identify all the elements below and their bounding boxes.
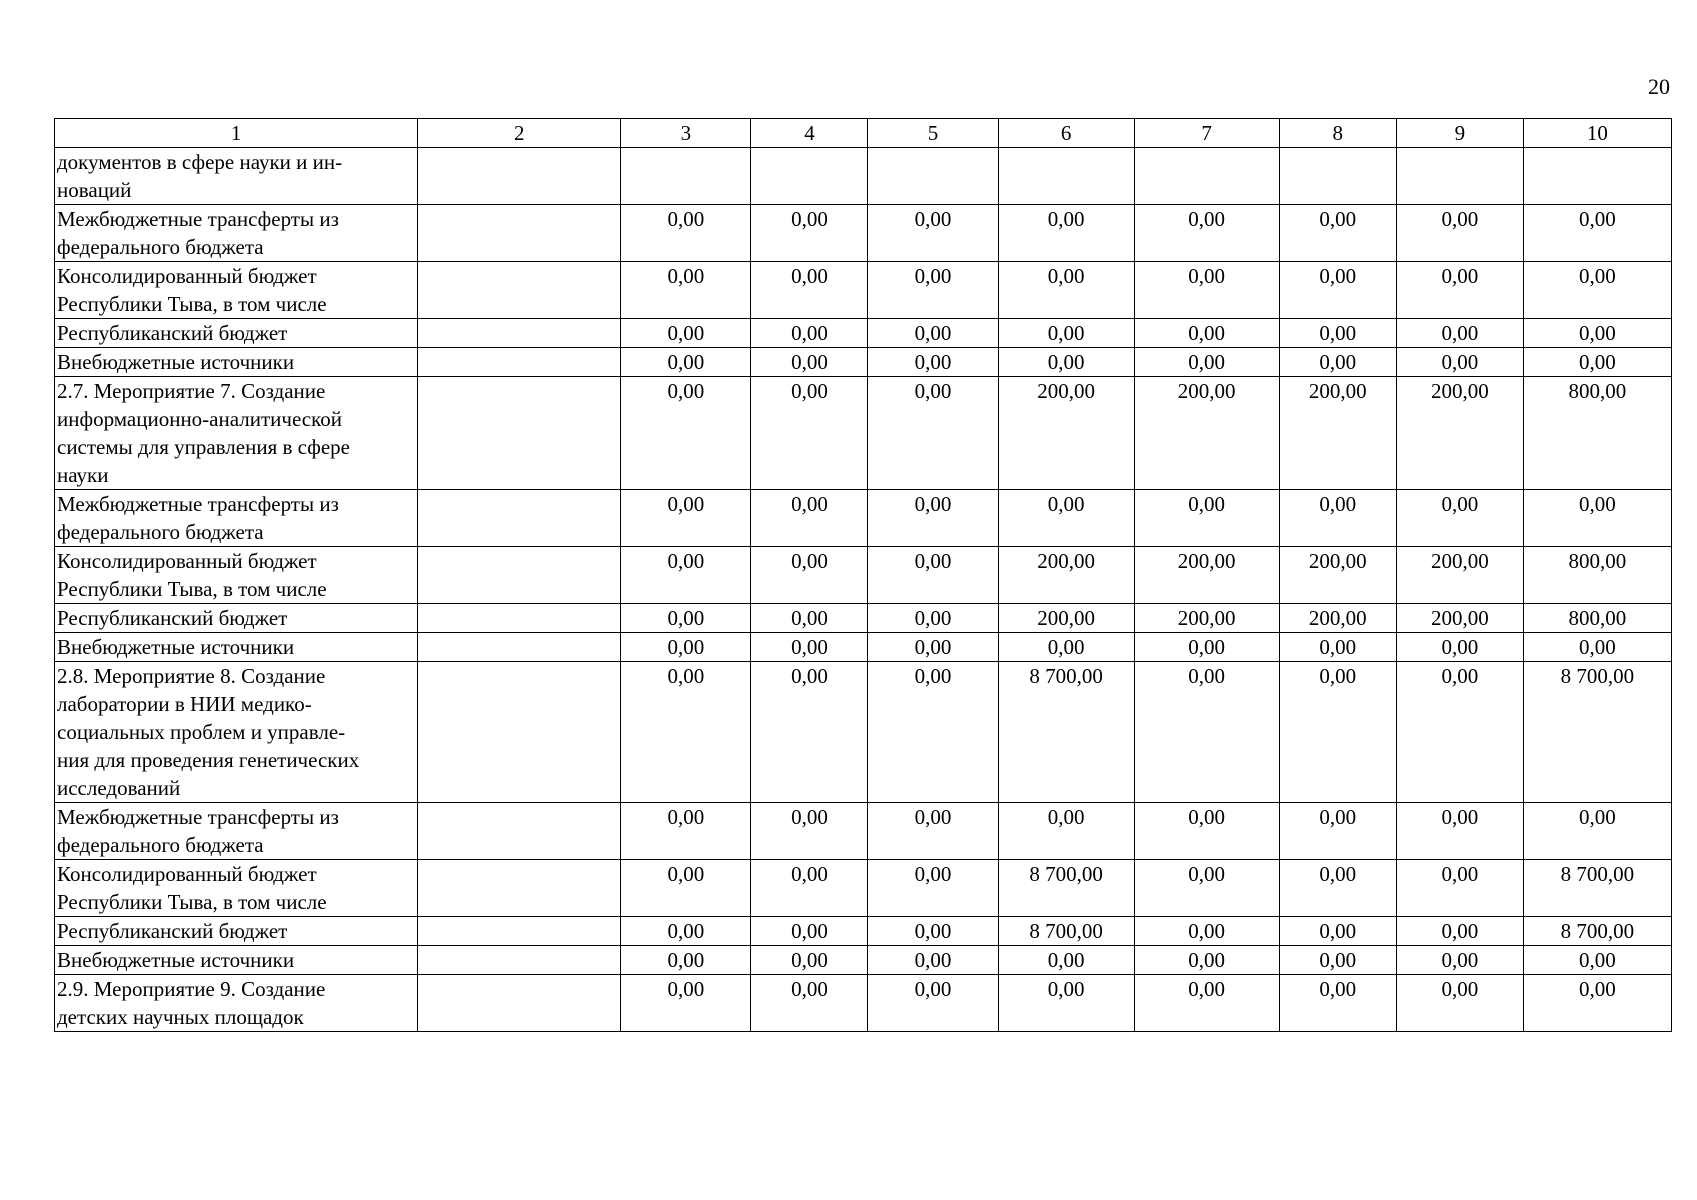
value-cell: 8 700,00 — [1523, 860, 1671, 917]
value-cell — [621, 148, 751, 205]
value-cell: 0,00 — [621, 262, 751, 319]
value-cell: 0,00 — [998, 348, 1134, 377]
value-cell: 0,00 — [1396, 662, 1523, 803]
value-cell: 0,00 — [1396, 348, 1523, 377]
value-cell: 0,00 — [868, 319, 998, 348]
table-row — [55, 547, 1672, 604]
value-cell: 200,00 — [1279, 604, 1396, 633]
value-cell: 0,00 — [751, 604, 868, 633]
column-header: 1 — [55, 119, 418, 148]
value-cell: 0,00 — [998, 490, 1134, 547]
value-cell: 0,00 — [621, 662, 751, 803]
value-cell: 0,00 — [868, 917, 998, 946]
column-header: 5 — [868, 119, 998, 148]
value-cell: 0,00 — [751, 547, 868, 604]
value-cell: 0,00 — [1396, 490, 1523, 547]
row-label: Консолидированный бюджет Республики Тыва, в том числе — [55, 860, 418, 917]
column-header: 6 — [998, 119, 1134, 148]
value-cell: 0,00 — [1134, 975, 1279, 1032]
value-cell: 0,00 — [751, 633, 868, 662]
value-cell: 0,00 — [998, 262, 1134, 319]
value-cell: 0,00 — [1279, 319, 1396, 348]
table-row — [55, 348, 1672, 377]
value-cell: 0,00 — [998, 803, 1134, 860]
page-number: 20 — [1648, 74, 1670, 99]
row-label: Внебюджетные источники — [55, 633, 418, 662]
value-cell: 0,00 — [1396, 803, 1523, 860]
row-label: Внебюджетные источники — [55, 348, 418, 377]
value-cell: 0,00 — [1523, 803, 1671, 860]
value-cell: 200,00 — [1396, 377, 1523, 490]
table-row — [55, 490, 1672, 547]
value-cell: 8 700,00 — [998, 917, 1134, 946]
table-row — [55, 377, 1672, 490]
value-cell: 0,00 — [868, 205, 998, 262]
value-cell: 0,00 — [1134, 205, 1279, 262]
value-cell — [998, 148, 1134, 205]
value-cell: 0,00 — [1279, 490, 1396, 547]
row-label: 2.9. Мероприятие 9. Создание детских научных площадок — [55, 975, 418, 1032]
value-cell: 0,00 — [621, 490, 751, 547]
value-cell: 0,00 — [751, 662, 868, 803]
table-row — [55, 946, 1672, 975]
row-label: Консолидированный бюджет Республики Тыва, в том числе — [55, 262, 418, 319]
column-2-cell — [418, 377, 621, 490]
value-cell: 200,00 — [1396, 604, 1523, 633]
value-cell: 0,00 — [1134, 319, 1279, 348]
value-cell: 200,00 — [1134, 547, 1279, 604]
column-2-cell — [418, 604, 621, 633]
row-label: 2.7. Мероприятие 7. Создание информационно-аналитической системы для управления в сфере науки — [55, 377, 418, 490]
value-cell: 0,00 — [1279, 205, 1396, 262]
value-cell: 200,00 — [1134, 377, 1279, 490]
value-cell: 0,00 — [751, 262, 868, 319]
value-cell: 0,00 — [868, 803, 998, 860]
row-label: Межбюджетные трансферты из федерального бюджета — [55, 803, 418, 860]
value-cell: 0,00 — [1396, 205, 1523, 262]
row-label: Республиканский бюджет — [55, 917, 418, 946]
value-cell: 8 700,00 — [1523, 917, 1671, 946]
row-label: Республиканский бюджет — [55, 319, 418, 348]
value-cell: 0,00 — [868, 490, 998, 547]
value-cell — [1134, 148, 1279, 205]
value-cell: 0,00 — [1523, 975, 1671, 1032]
value-cell: 0,00 — [868, 377, 998, 490]
value-cell: 0,00 — [1523, 319, 1671, 348]
value-cell: 0,00 — [621, 917, 751, 946]
value-cell: 0,00 — [621, 860, 751, 917]
value-cell — [751, 148, 868, 205]
value-cell: 0,00 — [868, 348, 998, 377]
column-2-cell — [418, 917, 621, 946]
column-2-cell — [418, 148, 621, 205]
column-2-cell — [418, 319, 621, 348]
value-cell: 0,00 — [621, 547, 751, 604]
table-body — [55, 148, 1672, 1032]
column-header: 2 — [418, 119, 621, 148]
value-cell: 0,00 — [1396, 975, 1523, 1032]
value-cell: 0,00 — [621, 348, 751, 377]
value-cell: 0,00 — [751, 205, 868, 262]
value-cell: 0,00 — [751, 975, 868, 1032]
value-cell: 8 700,00 — [998, 662, 1134, 803]
value-cell — [1523, 148, 1671, 205]
column-2-cell — [418, 547, 621, 604]
column-header: 10 — [1523, 119, 1671, 148]
row-label: Межбюджетные трансферты из федерального бюджета — [55, 490, 418, 547]
value-cell: 0,00 — [1134, 662, 1279, 803]
value-cell: 0,00 — [1134, 633, 1279, 662]
value-cell: 0,00 — [621, 975, 751, 1032]
table-row — [55, 662, 1672, 803]
table-row — [55, 148, 1672, 205]
table-row — [55, 319, 1672, 348]
value-cell: 0,00 — [1396, 319, 1523, 348]
value-cell: 0,00 — [868, 662, 998, 803]
value-cell: 8 700,00 — [998, 860, 1134, 917]
value-cell: 0,00 — [1279, 262, 1396, 319]
value-cell: 0,00 — [751, 319, 868, 348]
value-cell — [1279, 148, 1396, 205]
value-cell: 0,00 — [1134, 946, 1279, 975]
value-cell: 0,00 — [868, 262, 998, 319]
column-2-cell — [418, 262, 621, 319]
value-cell: 200,00 — [998, 377, 1134, 490]
value-cell: 200,00 — [1396, 547, 1523, 604]
value-cell: 0,00 — [621, 803, 751, 860]
value-cell: 0,00 — [1523, 205, 1671, 262]
value-cell: 0,00 — [1134, 803, 1279, 860]
value-cell: 0,00 — [1523, 946, 1671, 975]
row-label: 2.8. Мероприятие 8. Создание лаборатории в НИИ медико- социальных проблем и управле- ния для проведения генетических исследований — [55, 662, 418, 803]
value-cell: 0,00 — [1523, 490, 1671, 547]
value-cell: 0,00 — [1279, 860, 1396, 917]
column-header: 3 — [621, 119, 751, 148]
value-cell: 0,00 — [621, 633, 751, 662]
column-2-cell — [418, 946, 621, 975]
value-cell: 0,00 — [998, 946, 1134, 975]
column-2-cell — [418, 348, 621, 377]
value-cell: 0,00 — [1396, 917, 1523, 946]
value-cell: 8 700,00 — [1523, 662, 1671, 803]
value-cell: 0,00 — [1134, 262, 1279, 319]
value-cell: 200,00 — [1279, 547, 1396, 604]
value-cell: 0,00 — [1279, 975, 1396, 1032]
table-row — [55, 633, 1672, 662]
value-cell: 0,00 — [621, 946, 751, 975]
value-cell: 800,00 — [1523, 377, 1671, 490]
value-cell: 0,00 — [998, 633, 1134, 662]
value-cell: 200,00 — [998, 604, 1134, 633]
value-cell: 200,00 — [998, 547, 1134, 604]
value-cell: 0,00 — [1396, 633, 1523, 662]
value-cell: 800,00 — [1523, 547, 1671, 604]
row-label: Консолидированный бюджет Республики Тыва, в том числе — [55, 547, 418, 604]
value-cell — [868, 148, 998, 205]
value-cell: 0,00 — [621, 604, 751, 633]
value-cell: 0,00 — [1279, 348, 1396, 377]
column-2-cell — [418, 860, 621, 917]
value-cell: 0,00 — [998, 205, 1134, 262]
table-row — [55, 860, 1672, 917]
value-cell: 200,00 — [1279, 377, 1396, 490]
value-cell: 800,00 — [1523, 604, 1671, 633]
column-2-cell — [418, 490, 621, 547]
budget-table — [54, 118, 1672, 1032]
column-header: 7 — [1134, 119, 1279, 148]
value-cell: 0,00 — [1134, 860, 1279, 917]
value-cell: 0,00 — [751, 917, 868, 946]
row-label: Внебюджетные источники — [55, 946, 418, 975]
row-label: документов в сфере науки и ин- новаций — [55, 148, 418, 205]
value-cell: 0,00 — [621, 319, 751, 348]
value-cell: 0,00 — [751, 348, 868, 377]
value-cell: 0,00 — [998, 319, 1134, 348]
value-cell: 0,00 — [1279, 633, 1396, 662]
value-cell: 0,00 — [1279, 917, 1396, 946]
value-cell: 0,00 — [1396, 262, 1523, 319]
value-cell: 0,00 — [1279, 946, 1396, 975]
table-row — [55, 917, 1672, 946]
table-row — [55, 205, 1672, 262]
column-2-cell — [418, 633, 621, 662]
value-cell: 0,00 — [1396, 860, 1523, 917]
value-cell: 0,00 — [751, 803, 868, 860]
table-row — [55, 262, 1672, 319]
value-cell: 0,00 — [998, 975, 1134, 1032]
value-cell: 0,00 — [868, 604, 998, 633]
value-cell: 0,00 — [1134, 917, 1279, 946]
column-header: 9 — [1396, 119, 1523, 148]
value-cell: 0,00 — [621, 205, 751, 262]
value-cell: 0,00 — [868, 633, 998, 662]
value-cell: 0,00 — [868, 946, 998, 975]
value-cell: 0,00 — [1279, 662, 1396, 803]
value-cell — [1396, 148, 1523, 205]
row-label: Межбюджетные трансферты из федерального бюджета — [55, 205, 418, 262]
value-cell: 0,00 — [868, 975, 998, 1032]
value-cell: 0,00 — [1523, 633, 1671, 662]
value-cell: 0,00 — [751, 490, 868, 547]
column-2-cell — [418, 662, 621, 803]
column-2-cell — [418, 803, 621, 860]
value-cell: 0,00 — [751, 946, 868, 975]
value-cell: 0,00 — [1396, 946, 1523, 975]
value-cell: 0,00 — [868, 547, 998, 604]
value-cell: 0,00 — [751, 860, 868, 917]
column-header: 4 — [751, 119, 868, 148]
header-row — [55, 119, 1672, 148]
table-row — [55, 604, 1672, 633]
value-cell: 200,00 — [1134, 604, 1279, 633]
column-2-cell — [418, 975, 621, 1032]
value-cell: 0,00 — [751, 377, 868, 490]
value-cell: 0,00 — [1523, 348, 1671, 377]
table-row — [55, 803, 1672, 860]
value-cell: 0,00 — [1523, 262, 1671, 319]
value-cell: 0,00 — [1134, 490, 1279, 547]
column-header: 8 — [1279, 119, 1396, 148]
value-cell: 0,00 — [1279, 803, 1396, 860]
table-row — [55, 975, 1672, 1032]
row-label: Республиканский бюджет — [55, 604, 418, 633]
value-cell: 0,00 — [621, 377, 751, 490]
column-2-cell — [418, 205, 621, 262]
value-cell: 0,00 — [1134, 348, 1279, 377]
value-cell: 0,00 — [868, 860, 998, 917]
